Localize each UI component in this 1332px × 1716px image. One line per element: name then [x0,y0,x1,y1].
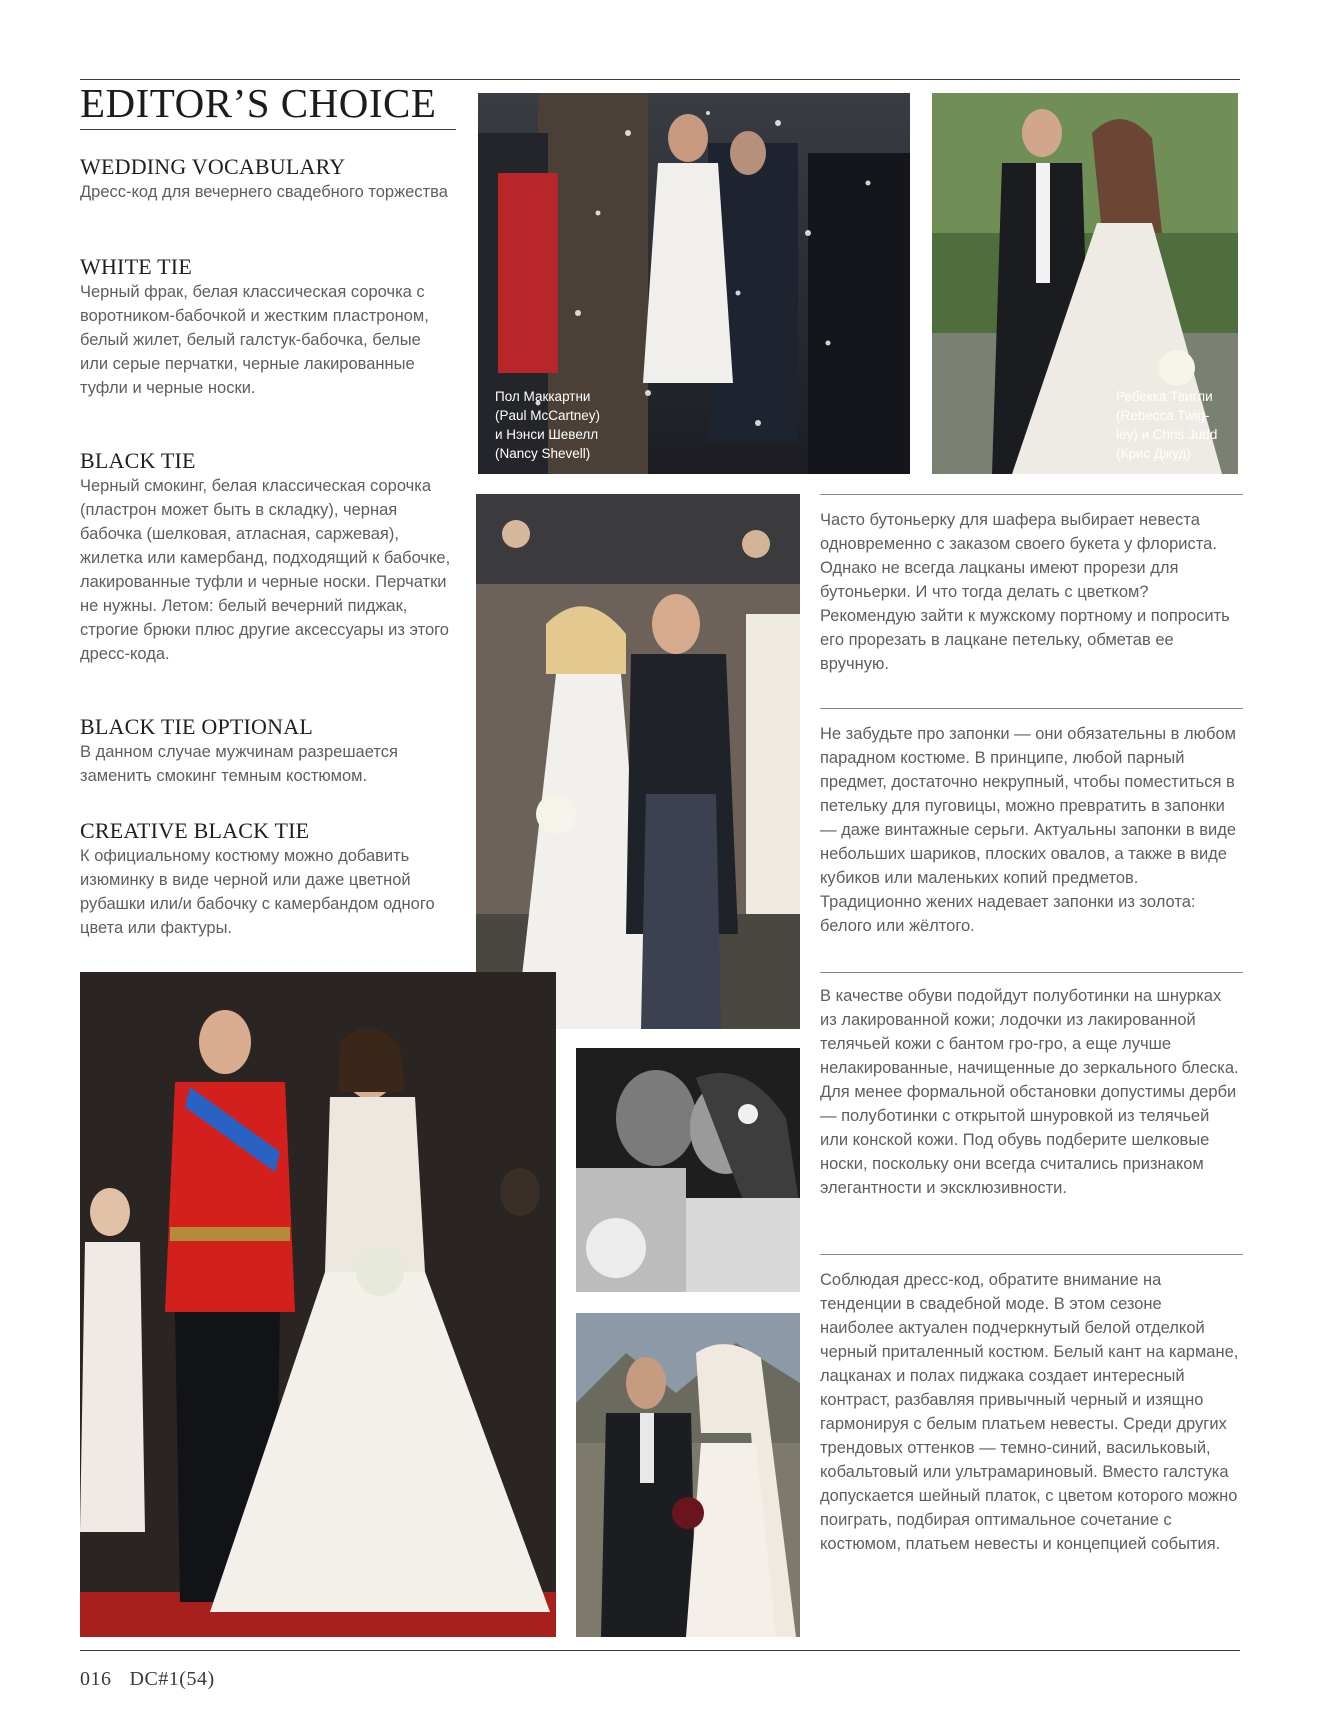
tips-rule [820,1254,1243,1255]
section-creative-black-tie [80,818,452,940]
photo-caption: Ребекка Твигли (Rebecca Twig- ley) и Chris Judd (Крис Джуд) [1116,389,1218,461]
photo-mountain-wedding [576,1313,800,1637]
section-heading: WEDDING VOCABULARY [80,154,346,179]
tip-text: Соблюдая дресс-код, обратите внимание на тенденции в свадебной моде. В этом сезоне наиболее актуален подчеркнутый белой отделкой черный приталенный костюм. Белый кант на кармане, лацканах и полах пиджака создает интересный контраст, разбавляя привычный черный и изящно гармонируя с белым платьем невесты. Среди других трендовых оттенков — темно-синий, васильковый, кобальтовый или ультрамариновый. Вместо галстука допускается шейный платок, с цветом которого можно поиграть, подбирая оптимальное сочетание с костюмом, платьем невесты и концепцией события. [820,1271,1239,1553]
royal-wedding-photo-image [80,972,556,1637]
section-white-tie [80,254,452,400]
kiss-photo-image [576,1048,800,1292]
photo-caption: Пол Маккартни (Paul McCartney) и Нэнси Шевелл (Nancy Shevell) [495,389,601,461]
photo-royal-wedding [80,972,556,1637]
procession-photo-image [476,494,800,1029]
section-heading: CREATIVE BLACK TIE [80,818,310,843]
photo-couple-kiss [576,1048,800,1292]
footer-rule [80,1650,1240,1651]
tip-text: Не забудьте про запонки — они обязательны в любом парадном костюме. В принципе, любой парный предмет, достаточно некрупный, чтобы поместиться в петельку для пуговицы, можно превратить в запонки — даже винтажные серьги. Актуальны запонки в виде небольших шариков, плоских овалов, а также в виде кубиков или маленьких копий предметов. Традиционно жених надевает запонки из золота: белого или жёлтого. [820,725,1236,935]
tip-shoes [820,984,1240,1200]
section-text: Черный смокинг, белая классическая сорочка (пластрон может быть в складку), черная бабочка (шелковая, атласная, саржевая), жилетка или камербанд, подходящий к бабочке, лакированные туфли и черные носки. Перчатки не нужны. Летом: белый вечерний пиджак, строгие брюки плюс другие аксессуары из этого дресс-кода. [80,477,451,663]
section-heading: BLACK TIE [80,448,196,473]
issue-number: DC#1(54) [129,1668,215,1690]
photo-twigley-judd [932,93,1238,474]
section-black-tie-optional [80,714,452,788]
tip-text: В качестве обуви подойдут полуботинки на шнурках из лакированной кожи; лодочки из лакированной телячьей кожи с бантом гро-гро, а еще лучше нелакированные, начищенные до зеркального блеска. Для менее формальной обстановки допустимы дерби — полуботинки с открытой шнуровкой из телячьей или конской кожи. Под обувь подберите шелковые носки, поскольку они всегда считались признаком элегантности и эксклюзивности. [820,987,1239,1197]
page-title: EDITOR’S CHOICE [80,80,437,126]
tip-boutonniere [820,508,1240,676]
section-black-tie [80,448,452,666]
section-text: К официальному костюму можно добавить изюминку в виде черной или даже цветной рубашки или/и бабочку с камербандом одного цвета или фактуры. [80,847,435,937]
tips-rule [820,972,1243,973]
mountain-wedding-photo-image [576,1313,800,1637]
section-text: В данном случае мужчинам разрешается заменить смокинг темным костюмом. [80,743,398,785]
title-underline [80,129,456,130]
photo-mccartney-wedding [478,93,910,474]
section-heading: BLACK TIE OPTIONAL [80,714,313,739]
section-text: Черный фрак, белая классическая сорочка с воротником-бабочкой и жестким пластроном, белый жилет, белый галстук-бабочка, белые или серые перчатки, черные лакированные туфли и черные носки. [80,283,429,397]
page-number: 016 [80,1668,112,1690]
tips-rule [820,708,1243,709]
section-wedding-vocabulary [80,154,452,204]
tip-text: Часто бутоньерку для шафера выбирает невеста одновременно с заказом своего букета у флориста. Однако не всегда лацканы имеют прорези для бутоньерки. И что тогда делать с цветком? Рекомендую зайти к мужскому портному и попросить его прорезать в лацкане петельку, обметав ее вручную. [820,511,1230,673]
tips-rule [820,494,1243,495]
page-folio [80,1668,215,1691]
tip-cufflinks [820,722,1240,938]
tip-trends [820,1268,1240,1556]
section-text: Дресс-код для вечернего свадебного торжества [80,183,448,201]
photo-bride-groom-procession [476,494,800,1029]
section-heading: WHITE TIE [80,254,192,279]
